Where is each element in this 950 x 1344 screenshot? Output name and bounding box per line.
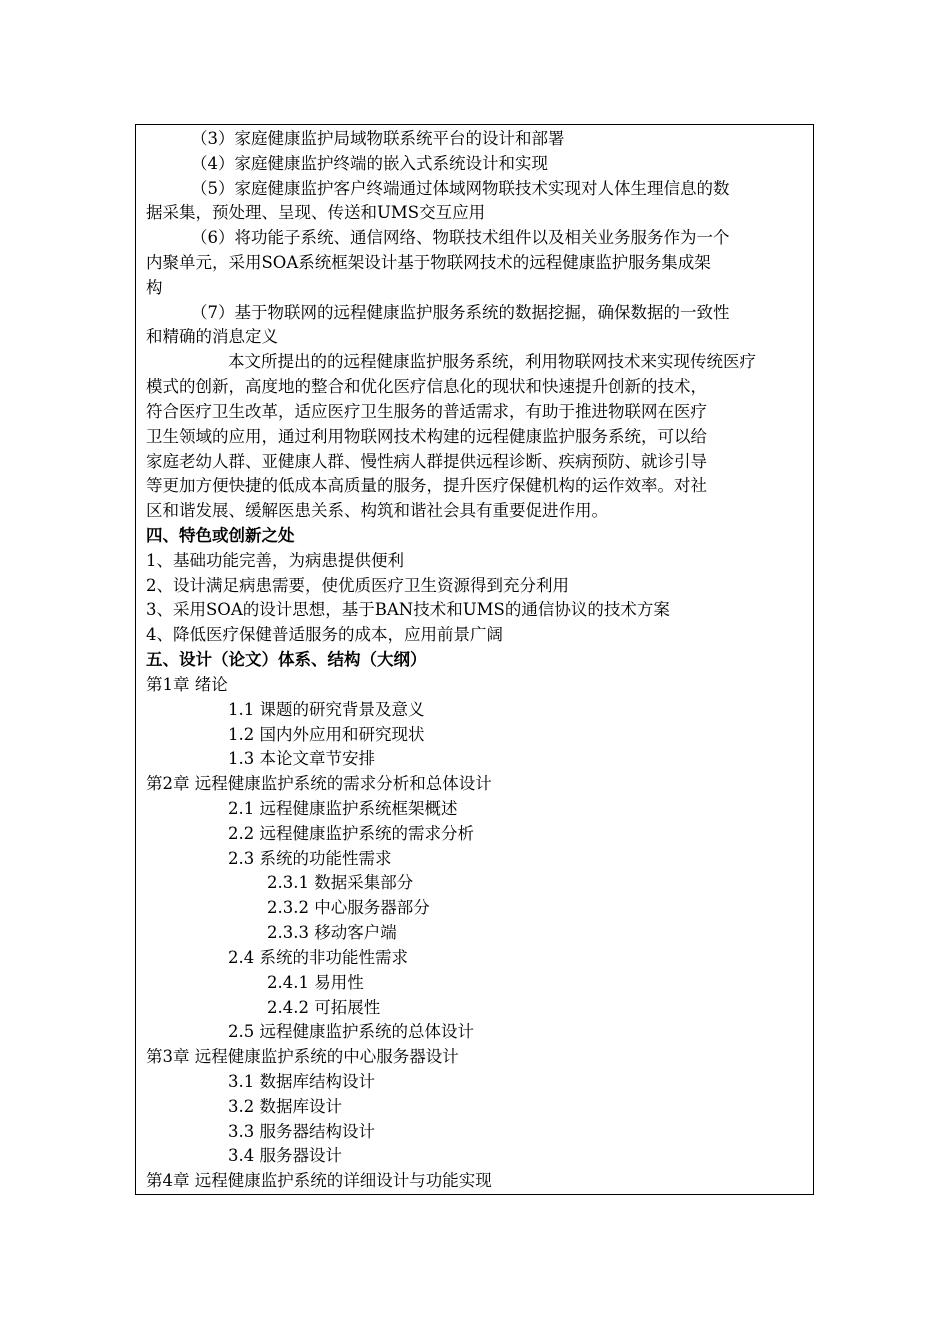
objective-line: （4）家庭健康监护终端的嵌入式系统设计和实现 (191, 154, 548, 173)
summary-line: 卫生领域的应用，通过利用物联网技术构建的远程健康监护服务系统，可以给 (146, 427, 707, 446)
summary-line: 家庭老幼人群、亚健康人群、慢性病人群提供远程诊断、疾病预防、就诊引导 (146, 452, 707, 471)
objective-line: 据采集，预处理、呈现、传送和UMS交互应用 (146, 203, 486, 222)
outline-subsection: 2.3.1 数据采集部分 (267, 873, 414, 892)
objective-line: （7）基于物联网的远程健康监护服务系统的数据挖掘，确保数据的一致性 (191, 303, 730, 322)
outline-subsection: 2.4.1 易用性 (267, 973, 364, 992)
feature-item: 4、降低医疗保健普适服务的成本，应用前景广阔 (146, 625, 503, 644)
outline-section: 1.1 课题的研究背景及意义 (228, 700, 425, 719)
section5-heading: 五、设计（论文）体系、结构（大纲） (146, 650, 427, 669)
objective-line: （5）家庭健康监护客户终端通过体域网物联技术实现对人体生理信息的数 (191, 179, 730, 198)
outline-section: 1.3 本论文章节安排 (228, 749, 375, 768)
outline-section: 1.2 国内外应用和研究现状 (228, 725, 425, 744)
section4-heading: 四、特色或创新之处 (146, 526, 295, 545)
outline-section: 2.1 远程健康监护系统框架概述 (228, 799, 458, 818)
outline-section: 2.2 远程健康监护系统的需求分析 (228, 824, 474, 843)
summary-line: 区和谐发展、缓解医患关系、构筑和谐社会具有重要促进作用。 (146, 501, 608, 520)
objective-line: （6）将功能子系统、通信网络、物联技术组件以及相关业务服务作为一个 (191, 228, 730, 247)
outline-subsection: 2.3.2 中心服务器部分 (267, 898, 430, 917)
objective-line: （3）家庭健康监护局域物联系统平台的设计和部署 (191, 129, 565, 148)
feature-item: 1、基础功能完善，为病患提供便利 (146, 551, 404, 570)
outline-subsection: 2.4.2 可拓展性 (267, 998, 381, 1017)
outline-section: 2.3 系统的功能性需求 (228, 849, 392, 868)
outline-section: 2.5 远程健康监护系统的总体设计 (228, 1022, 474, 1041)
content-frame (135, 124, 814, 1195)
outline-chapter: 第4章 远程健康监护系统的详细设计与功能实现 (146, 1171, 492, 1190)
outline-section: 3.3 服务器结构设计 (228, 1122, 375, 1141)
outline-section: 3.1 数据库结构设计 (228, 1072, 375, 1091)
outline-chapter: 第1章 绪论 (146, 675, 228, 694)
objective-line: 内聚单元，采用SOA系统框架设计基于物联网技术的远程健康监护服务集成架 (146, 253, 711, 272)
objective-line: 构 (146, 278, 163, 297)
summary-line: 模式的创新，高度地的整合和优化医疗信息化的现状和快速提升创新的技术， (146, 377, 707, 396)
outline-section: 3.4 服务器设计 (228, 1146, 342, 1165)
objective-line: 和精确的消息定义 (146, 327, 278, 346)
summary-line: 等更加方便快捷的低成本高质量的服务，提升医疗保健机构的运作效率。对社 (146, 476, 707, 495)
feature-item: 2、设计满足病患需要，使优质医疗卫生资源得到充分利用 (146, 576, 569, 595)
feature-item: 3、采用SOA的设计思想，基于BAN技术和UMS的通信协议的技术方案 (146, 600, 670, 619)
outline-chapter: 第2章 远程健康监护系统的需求分析和总体设计 (146, 774, 492, 793)
summary-line: 本文所提出的的远程健康监护服务系统，利用物联网技术来实现传统医疗 (228, 352, 756, 371)
outline-section: 2.4 系统的非功能性需求 (228, 948, 408, 967)
outline-subsection: 2.3.3 移动客户端 (267, 923, 397, 942)
outline-chapter: 第3章 远程健康监护系统的中心服务器设计 (146, 1047, 459, 1066)
summary-line: 符合医疗卫生改革，适应医疗卫生服务的普适需求，有助于推进物联网在医疗 (146, 402, 707, 421)
outline-section: 3.2 数据库设计 (228, 1097, 342, 1116)
